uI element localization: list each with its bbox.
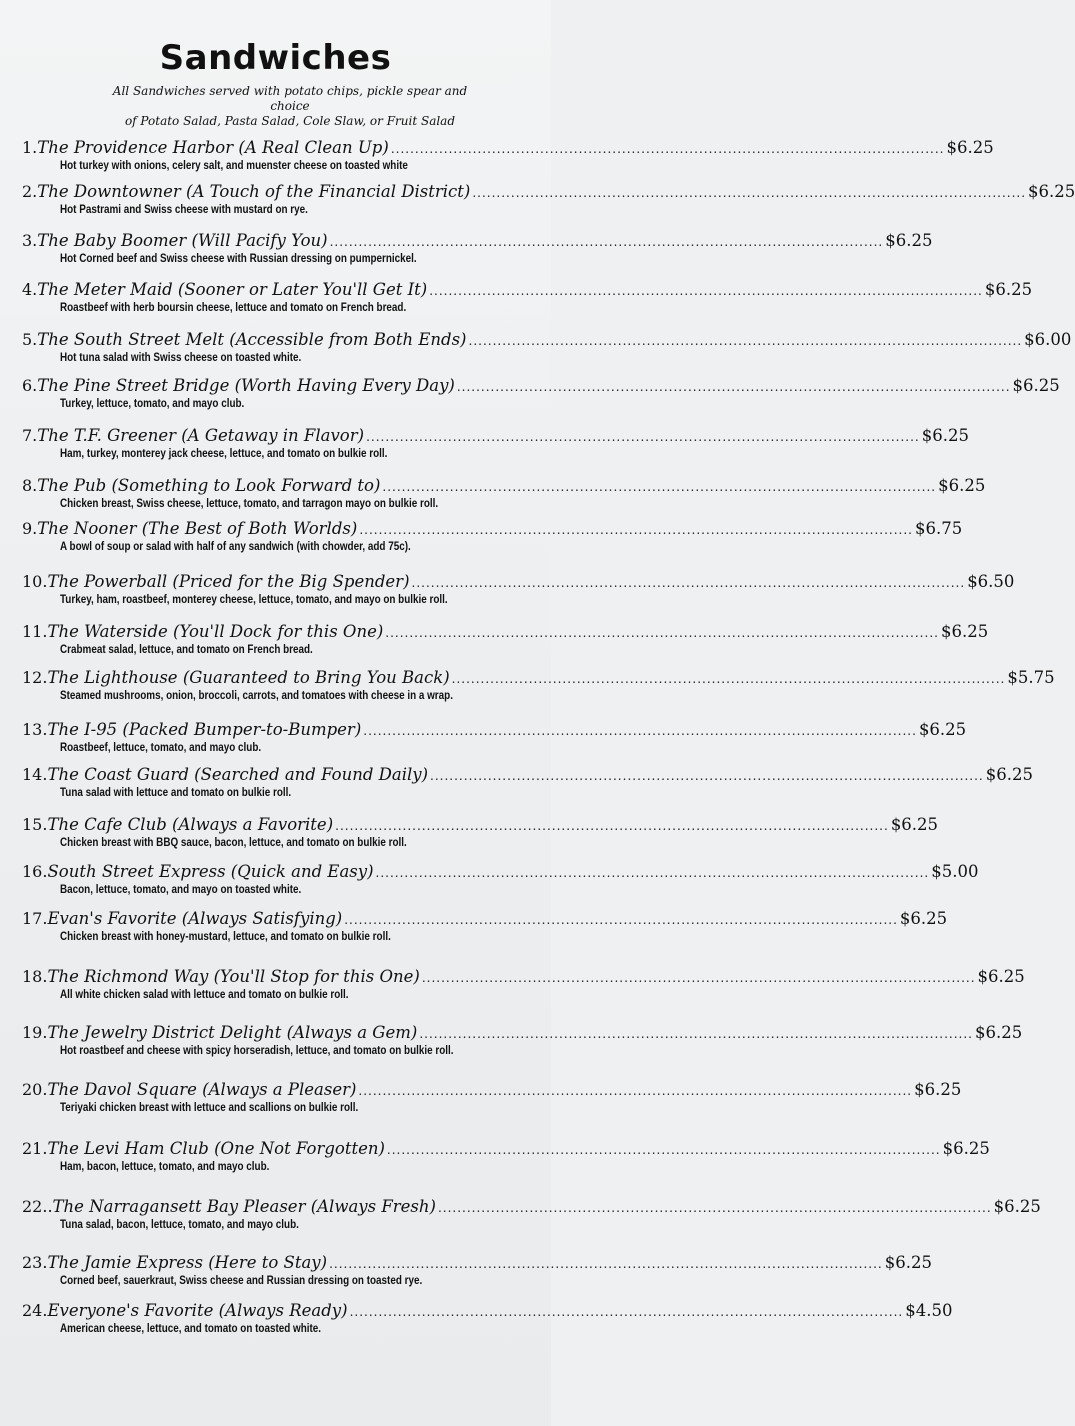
item-price: $6.25	[985, 765, 1033, 784]
dot-leader	[469, 334, 1023, 348]
item-name: The Downtowner (A Touch of the Financial District)	[37, 182, 471, 201]
item-name: The Coast Guard (Searched and Found Daily)	[47, 765, 429, 784]
subtitle-line-1: All Sandwiches served with potato chips, pickle spear and choice	[112, 84, 468, 113]
item-number: 8.	[22, 476, 38, 495]
item-description: Chicken breast, Swiss cheese, lettuce, tomato, and tarragon mayo on bulkie roll.	[60, 498, 439, 510]
item-heading	[22, 1023, 1023, 1045]
dot-leader	[329, 1257, 883, 1271]
item-description: Hot roastbeef and cheese with spicy horseradish, lettuce, and tomato on bulkie roll.	[60, 1045, 454, 1057]
dot-leader	[452, 672, 1006, 686]
item-heading	[22, 967, 1025, 989]
dot-leader	[412, 576, 966, 590]
item-number: 15.	[22, 815, 48, 834]
item-description: American cheese, lettuce, and tomato on toasted white.	[60, 1323, 322, 1335]
item-description: Hot turkey with onions, celery salt, and muenster cheese on toasted white	[60, 160, 408, 172]
item-heading	[22, 622, 989, 644]
item-price: $6.25	[975, 1023, 1023, 1042]
item-number: 6.	[22, 376, 38, 395]
item-heading	[22, 426, 969, 448]
item-name: The Levi Ham Club (One Not Forgotten)	[47, 1139, 385, 1158]
item-number: 16.	[22, 862, 48, 881]
item-heading	[22, 1301, 953, 1323]
item-heading	[22, 476, 986, 498]
item-price: $6.25	[1012, 376, 1060, 395]
item-price: $6.25	[921, 426, 969, 445]
item-description: A bowl of soup or salad with half of any sandwich (with chowder, add 75c).	[60, 541, 411, 553]
item-number: 22..	[22, 1197, 53, 1216]
dot-leader	[350, 1305, 904, 1319]
item-heading	[22, 330, 1072, 352]
dot-leader	[359, 523, 913, 537]
item-heading	[22, 862, 979, 884]
item-name: The I-95 (Packed Bumper-to-Bumper)	[47, 720, 362, 739]
item-price: $6.25	[884, 1253, 932, 1272]
item-price: $6.00	[1024, 330, 1072, 349]
item-number: 20.	[22, 1080, 48, 1099]
item-number: 13.	[22, 720, 48, 739]
item-description: Bacon, lettuce, tomato, and mayo on toasted white.	[60, 884, 302, 896]
item-description: Hot tuna salad with Swiss cheese on toasted white.	[60, 352, 302, 364]
dot-leader	[391, 142, 945, 156]
item-number: 11.	[22, 622, 48, 641]
item-price: $6.25	[938, 476, 986, 495]
item-description: Corned beef, sauerkraut, Swiss cheese and Russian dressing on toasted rye.	[60, 1275, 423, 1287]
dot-leader	[438, 1201, 992, 1215]
item-number: 3.	[22, 231, 38, 250]
item-price: $6.25	[890, 815, 939, 834]
item-name: The T.F. Greener (A Getaway in Flavor)	[37, 426, 365, 445]
dot-leader	[358, 1084, 912, 1098]
item-name: The Pub (Something to Look Forward to)	[37, 476, 381, 495]
item-description: Ham, turkey, monterey jack cheese, lettuce, and tomato on bulkie roll.	[60, 448, 388, 460]
item-number: 18.	[22, 967, 48, 986]
item-name: The Cafe Club (Always a Favorite)	[47, 815, 334, 834]
item-number: 5.	[22, 330, 38, 349]
item-heading	[22, 765, 1033, 787]
item-heading	[22, 280, 1033, 302]
item-description: Roastbeef with herb boursin cheese, lettuce and tomato on French bread.	[60, 302, 407, 314]
item-description: Tuna salad, bacon, lettuce, tomato, and mayo club.	[60, 1219, 299, 1231]
item-name: South Street Express (Quick and Easy)	[47, 862, 374, 881]
dot-leader	[363, 724, 917, 738]
item-number: 4.	[22, 280, 38, 299]
item-name: Everyone's Favorite (Always Ready)	[47, 1301, 348, 1320]
item-number: 10.	[22, 572, 48, 591]
subtitle-line-2: of Potato Salad, Pasta Salad, Cole Slaw, or Fruit Salad	[124, 114, 456, 128]
item-name: The Jewelry District Delight (Always a Gem)	[47, 1023, 418, 1042]
item-price: $4.50	[905, 1301, 953, 1320]
item-price: $6.75	[914, 519, 963, 538]
item-name: The Waterside (You'll Dock for this One)	[47, 622, 384, 641]
item-number: 19.	[22, 1023, 48, 1042]
item-name: Evan's Favorite (Always Satisfying)	[47, 909, 343, 928]
item-number: 1.	[22, 138, 38, 157]
item-name: The Providence Harbor (A Real Clean Up)	[37, 138, 389, 157]
item-price: $6.25	[984, 280, 1033, 299]
item-description: Ham, bacon, lettuce, tomato, and mayo club.	[60, 1161, 270, 1173]
dot-leader	[330, 235, 884, 249]
item-heading	[22, 1253, 932, 1275]
item-heading	[22, 668, 1055, 690]
item-price: $6.50	[967, 572, 1015, 591]
dot-leader	[422, 971, 976, 985]
item-heading	[22, 1080, 962, 1102]
item-description: All white chicken salad with lettuce and tomato on bulkie roll.	[60, 989, 349, 1001]
item-number: 2.	[22, 182, 38, 201]
item-heading	[22, 376, 1060, 398]
dot-leader	[430, 769, 984, 783]
dot-leader	[385, 626, 939, 640]
item-price: $6.25	[918, 720, 967, 739]
item-description: Turkey, ham, roastbeef, monterey cheese, lettuce, tomato, and mayo on bulkie roll.	[60, 594, 448, 606]
item-heading	[22, 1197, 1041, 1219]
item-name: The South Street Melt (Accessible from Both Ends)	[37, 330, 467, 349]
menu-subtitle	[100, 84, 480, 129]
item-name: The Baby Boomer (Will Pacify You)	[37, 231, 328, 250]
item-name: The Powerball (Priced for the Big Spender)	[47, 572, 410, 591]
item-price: $6.25	[914, 1080, 962, 1099]
dot-leader	[376, 866, 930, 880]
item-description: Tuna salad with lettuce and tomato on bulkie roll.	[60, 787, 292, 799]
item-name: The Jamie Express (Here to Stay)	[47, 1253, 328, 1272]
item-name: The Narragansett Bay Pleaser (Always Fresh)	[52, 1197, 436, 1216]
item-price: $5.75	[1007, 668, 1055, 687]
item-number: 24.	[22, 1301, 48, 1320]
item-name: The Davol Square (Always a Pleaser)	[47, 1080, 357, 1099]
item-description: Turkey, lettuce, tomato, and mayo club.	[60, 398, 245, 410]
item-description: Teriyaki chicken breast with lettuce and scallions on bulkie roll.	[60, 1102, 359, 1114]
item-price: $6.25	[946, 138, 994, 157]
item-number: 12.	[22, 668, 48, 687]
item-description: Chicken breast with honey-mustard, lettuce, and tomato on bulkie roll.	[60, 931, 391, 943]
dot-leader	[335, 819, 889, 833]
item-price: $6.25	[993, 1197, 1041, 1216]
menu-title: Sandwiches	[159, 38, 392, 78]
item-heading	[22, 572, 1015, 594]
item-number: 23.	[22, 1253, 48, 1272]
dot-leader	[387, 1143, 941, 1157]
item-price: $6.25	[942, 1139, 990, 1158]
item-name: The Nooner (The Best of Both Worlds)	[37, 519, 358, 538]
item-heading	[22, 138, 994, 160]
item-description: Steamed mushrooms, onion, broccoli, carrots, and tomatoes with cheese in a wrap.	[60, 690, 453, 702]
item-description: Chicken breast with BBQ sauce, bacon, lettuce, and tomato on bulkie roll.	[60, 837, 407, 849]
dot-leader	[344, 913, 898, 927]
item-number: 7.	[22, 426, 38, 445]
item-heading	[22, 720, 967, 742]
item-description: Roastbeef, lettuce, tomato, and mayo club.	[60, 742, 262, 754]
dot-leader	[419, 1027, 973, 1041]
item-number: 14.	[22, 765, 48, 784]
item-name: The Pine Street Bridge (Worth Having Every Day)	[37, 376, 455, 395]
item-number: 9.	[22, 519, 38, 538]
item-heading	[22, 231, 933, 253]
item-number: 21.	[22, 1139, 48, 1158]
dot-leader	[382, 480, 936, 494]
item-name: The Meter Maid (Sooner or Later You'll Get It)	[37, 280, 428, 299]
item-heading	[22, 815, 939, 837]
dot-leader	[472, 186, 1026, 200]
item-heading	[22, 519, 963, 541]
item-heading	[22, 1139, 990, 1161]
item-price: $6.25	[899, 909, 948, 928]
item-name: The Richmond Way (You'll Stop for this One)	[47, 967, 420, 986]
dot-leader	[429, 284, 983, 298]
item-price: $6.25	[977, 967, 1025, 986]
item-price: $5.00	[931, 862, 979, 881]
item-description: Hot Pastrami and Swiss cheese with mustard on rye.	[60, 204, 308, 216]
item-description: Crabmeat salad, lettuce, and tomato on French bread.	[60, 644, 313, 656]
item-description: Hot Corned beef and Swiss cheese with Russian dressing on pumpernickel.	[60, 253, 417, 265]
item-price: $6.25	[940, 622, 989, 641]
item-price: $6.25	[1028, 182, 1075, 201]
dot-leader	[457, 380, 1011, 394]
item-heading	[22, 909, 948, 931]
item-number: 17.	[22, 909, 48, 928]
dot-leader	[366, 430, 920, 444]
item-price: $6.25	[885, 231, 933, 250]
item-name: The Lighthouse (Guaranteed to Bring You Back)	[47, 668, 450, 687]
item-heading	[22, 182, 1075, 204]
